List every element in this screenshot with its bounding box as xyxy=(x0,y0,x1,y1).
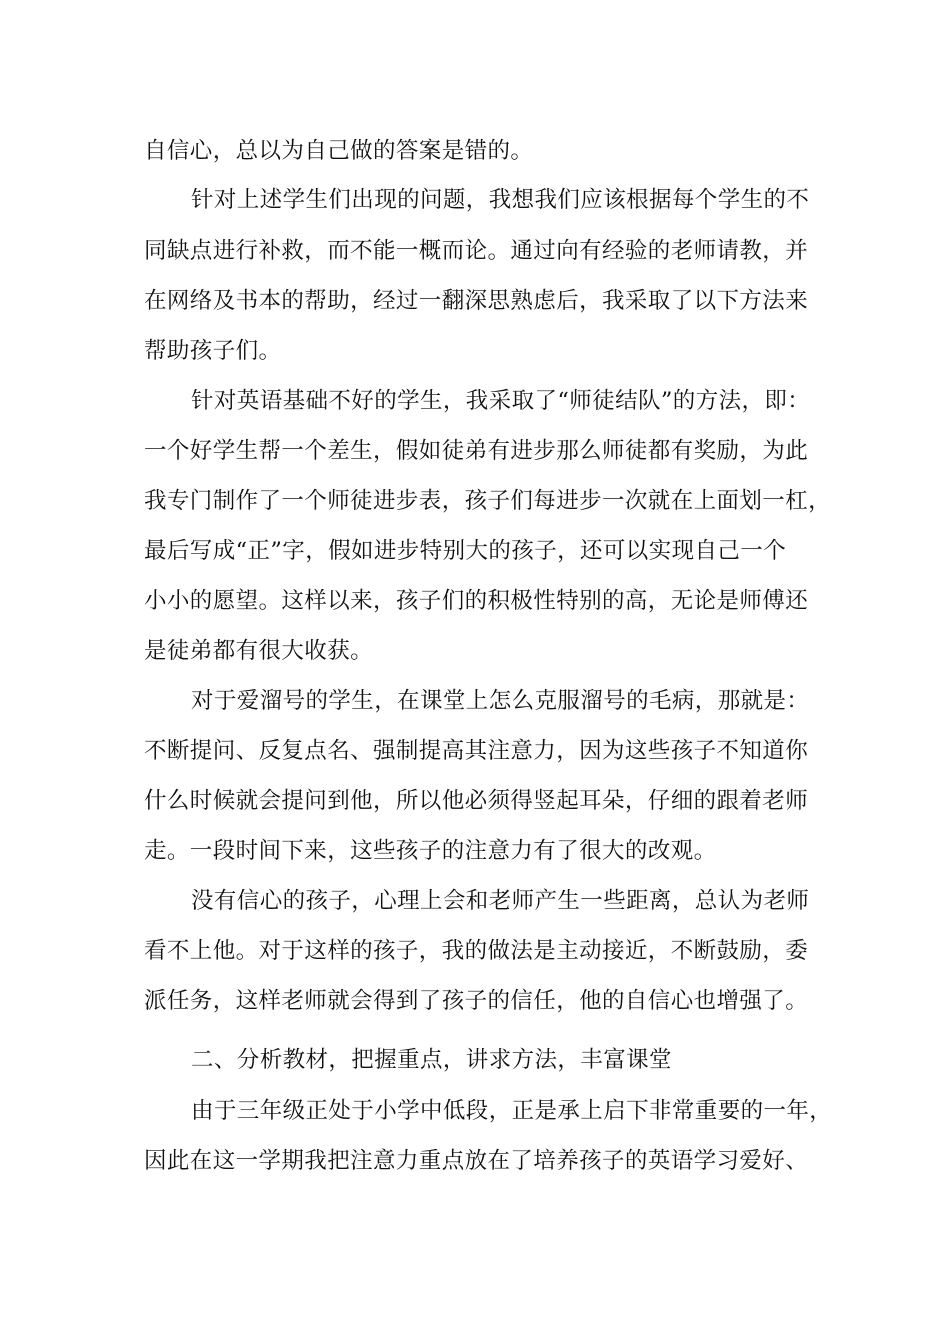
text-line: 什么时候就会提问到他，所以他必须得竖起耳朵，仔细的跟着老师 xyxy=(144,788,809,814)
text-line: 走。一段时间下来，这些孩子的注意力有了很大的改观。 xyxy=(144,838,717,864)
text-line: 同缺点进行补救，而不能一概而论。通过向有经验的老师请教，并 xyxy=(144,238,809,264)
paragraph-first-line: 没有信心的孩子，心理上会和老师产生一些距离，总认为老师 xyxy=(191,888,810,914)
section-heading: 二、分析教材，把握重点，讲求方法，丰富课堂 xyxy=(191,1047,672,1073)
text-line: 在网络及书本的帮助，经过一翻深思熟虑后，我采取了以下方法来 xyxy=(144,288,809,314)
text-line: 派任务，这样老师就会得到了孩子的信任，他的自信心也增强了。 xyxy=(144,988,809,1014)
paragraph-first-line: 针对英语基础不好的学生，我采取了“师徒结队”的方法，即： xyxy=(191,388,811,414)
text-line: 自信心，总以为自己做的答案是错的。 xyxy=(144,138,534,164)
text-line: 是徒弟都有很大收获。 xyxy=(144,638,374,664)
text-line: 我专门制作了一个师徒进步表，孩子们每进步一次就在上面划一杠， xyxy=(144,488,832,514)
paragraph-first-line: 对于爱溜号的学生，在课堂上怎么克服溜号的毛病，那就是： xyxy=(191,688,810,714)
paragraph-first-line: 由于三年级正处于小学中低段，正是承上启下非常重要的一年， xyxy=(191,1098,833,1124)
text-line: 不断提问、反复点名、强制提高其注意力，因为这些孩子不知道你 xyxy=(144,738,809,764)
paragraph-first-line: 针对上述学生们出现的问题，我想我们应该根据每个学生的不 xyxy=(191,187,810,213)
text-line: 帮助孩子们。 xyxy=(144,338,282,364)
text-line: 看不上他。对于这样的孩子，我的做法是主动接近，不断鼓励，委 xyxy=(144,938,809,964)
text-line: 因此在这一学期我把注意力重点放在了培养孩子的英语学习爱好、 xyxy=(144,1148,809,1174)
text-line: 一个好学生帮一个差生，假如徒弟有进步那么师徒都有奖励，为此 xyxy=(144,438,809,464)
text-line: 小小的愿望。这样以来，孩子们的积极性特别的高，无论是师傅还 xyxy=(144,588,809,614)
text-line: 最后写成“正”字，假如进步特别大的孩子，还可以实现自己一个 xyxy=(144,538,787,564)
